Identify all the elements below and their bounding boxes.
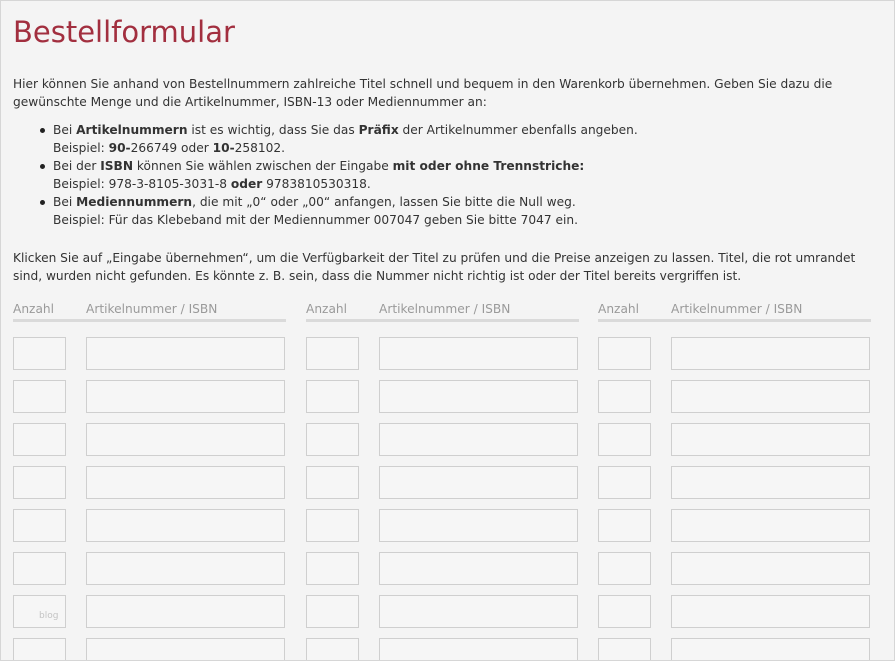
hint-emphasis: oder — [230, 177, 263, 191]
order-row — [306, 638, 579, 661]
quantity-input[interactable] — [306, 337, 359, 370]
quantity-header: Anzahl — [598, 302, 640, 316]
quantity-header: Anzahl — [306, 302, 348, 316]
isbn-input[interactable] — [86, 552, 285, 585]
hint-segment: ist es wichtig, dass Sie das — [187, 123, 359, 137]
order-row — [13, 423, 286, 456]
isbn-input[interactable] — [86, 466, 285, 499]
hint-text — [53, 193, 873, 211]
hint-example — [53, 139, 873, 157]
quantity-input[interactable] — [13, 380, 66, 413]
hint-emphasis: Mediennummern — [76, 195, 193, 209]
isbn-input[interactable] — [671, 423, 870, 456]
hint-emphasis: ISBN — [100, 159, 134, 173]
quantity-input[interactable] — [306, 423, 359, 456]
quantity-input[interactable] — [598, 595, 651, 628]
quantity-input[interactable] — [306, 595, 359, 628]
isbn-input[interactable] — [671, 337, 870, 370]
quantity-input[interactable] — [13, 638, 66, 661]
isbn-input[interactable] — [379, 509, 578, 542]
isbn-header: Artikelnummer / ISBN — [379, 302, 511, 316]
order-row — [598, 466, 871, 499]
order-row — [306, 509, 579, 542]
isbn-input[interactable] — [379, 552, 578, 585]
isbn-input[interactable] — [379, 638, 578, 661]
quantity-input[interactable] — [306, 509, 359, 542]
hint-emphasis: 10- — [212, 141, 235, 155]
isbn-input[interactable] — [379, 380, 578, 413]
quantity-input[interactable] — [306, 552, 359, 585]
hint-item — [13, 121, 873, 157]
intro-text: Hier können Sie anhand von Bestellnummern zahlreiche Titel schnell und bequem in den Warenkorb übernehmen. Geben Sie dazu die gewünschte Menge und die Artikelnummer, ISBN-13 oder Mediennummer an: — [13, 77, 833, 109]
quantity-input[interactable] — [598, 638, 651, 661]
order-row — [598, 509, 871, 542]
hint-list — [13, 121, 873, 229]
quantity-input[interactable] — [306, 638, 359, 661]
hint-segment: der Artikelnummer ebenfalls angeben. — [398, 123, 638, 137]
quantity-input[interactable] — [13, 466, 66, 499]
order-row — [306, 337, 579, 370]
order-row — [13, 337, 286, 370]
hint-segment: 9783810530318. — [262, 177, 371, 191]
isbn-header: Artikelnummer / ISBN — [86, 302, 218, 316]
isbn-header: Artikelnummer / ISBN — [671, 302, 803, 316]
hint-item — [13, 193, 873, 229]
hint-segment: Bei — [53, 123, 77, 137]
quantity-input[interactable] — [598, 466, 651, 499]
order-row — [598, 380, 871, 413]
hint-example — [53, 211, 873, 229]
watermark-text: blog — [39, 611, 59, 621]
order-row — [13, 638, 286, 661]
order-row — [598, 638, 871, 661]
quantity-input[interactable] — [13, 423, 66, 456]
hint-text — [53, 121, 873, 139]
order-row — [13, 552, 286, 585]
isbn-input[interactable] — [671, 509, 870, 542]
quantity-input[interactable] — [13, 337, 66, 370]
isbn-input[interactable] — [671, 380, 870, 413]
hint-segment: Beispiel: — [53, 141, 109, 155]
hint-emphasis: Präfix — [358, 123, 399, 137]
hint-segment: können Sie wählen zwischen der Eingabe — [133, 159, 393, 173]
isbn-input[interactable] — [379, 466, 578, 499]
quantity-header: Anzahl — [13, 302, 55, 316]
order-row — [598, 552, 871, 585]
info-text: Klicken Sie auf „Eingabe übernehmen“, um die Verfügbarkeit der Titel zu prüfen und die Preise anzeigen zu lassen. Titel, die rot umrandet sind, wurden nicht gefunden. Es könnte z. B. sein, dass die Nummer nicht richtig ist oder der Titel bereits vergriffen ist. — [13, 251, 856, 283]
hint-segment: Bei der — [53, 159, 101, 173]
quantity-input[interactable] — [306, 466, 359, 499]
order-row — [306, 380, 579, 413]
quantity-input[interactable] — [598, 423, 651, 456]
quantity-input[interactable] — [598, 337, 651, 370]
isbn-input[interactable] — [671, 552, 870, 585]
quantity-input[interactable] — [598, 380, 651, 413]
hint-emphasis: Artikelnummern — [76, 123, 188, 137]
hint-segment: 258102. — [234, 141, 286, 155]
order-row — [306, 466, 579, 499]
isbn-input[interactable] — [379, 337, 578, 370]
isbn-input[interactable] — [671, 466, 870, 499]
column-header — [306, 301, 579, 322]
quantity-input[interactable] — [13, 552, 66, 585]
isbn-input[interactable] — [86, 337, 285, 370]
isbn-input[interactable] — [671, 595, 870, 628]
hint-segment: , die mit „0“ oder „00“ anfangen, lassen Sie bitte die Null weg. — [192, 195, 576, 209]
hint-segment: Beispiel: Für das Klebeband mit der Mediennummer 007047 geben Sie bitte 7047 ein. — [53, 213, 578, 227]
quantity-input[interactable] — [306, 380, 359, 413]
order-row — [306, 552, 579, 585]
order-row — [13, 509, 286, 542]
hint-text — [53, 157, 873, 175]
quantity-input[interactable] — [13, 509, 66, 542]
isbn-input[interactable] — [379, 595, 578, 628]
order-row — [598, 595, 871, 628]
hint-segment: Bei — [53, 195, 77, 209]
hint-emphasis: mit oder ohne Trennstriche: — [392, 159, 585, 173]
hint-segment: Beispiel: 978-3-8105-3031-8 — [53, 177, 231, 191]
column-header — [598, 301, 871, 322]
hint-example — [53, 175, 873, 193]
isbn-input[interactable] — [86, 380, 285, 413]
order-row — [13, 466, 286, 499]
isbn-input[interactable] — [86, 509, 285, 542]
isbn-input[interactable] — [86, 423, 285, 456]
column-header — [13, 301, 286, 322]
page-title: Bestellformular — [13, 15, 235, 49]
order-row — [306, 595, 579, 628]
order-row — [306, 423, 579, 456]
quantity-input[interactable] — [598, 509, 651, 542]
isbn-input[interactable] — [379, 423, 578, 456]
hint-emphasis: 90- — [108, 141, 131, 155]
quantity-input[interactable] — [598, 552, 651, 585]
hint-segment: 266749 oder — [130, 141, 213, 155]
isbn-input[interactable] — [671, 638, 870, 661]
order-row — [598, 337, 871, 370]
order-row — [598, 423, 871, 456]
order-row — [13, 380, 286, 413]
hint-item — [13, 157, 873, 193]
isbn-input[interactable] — [86, 638, 285, 661]
isbn-input[interactable] — [86, 595, 285, 628]
